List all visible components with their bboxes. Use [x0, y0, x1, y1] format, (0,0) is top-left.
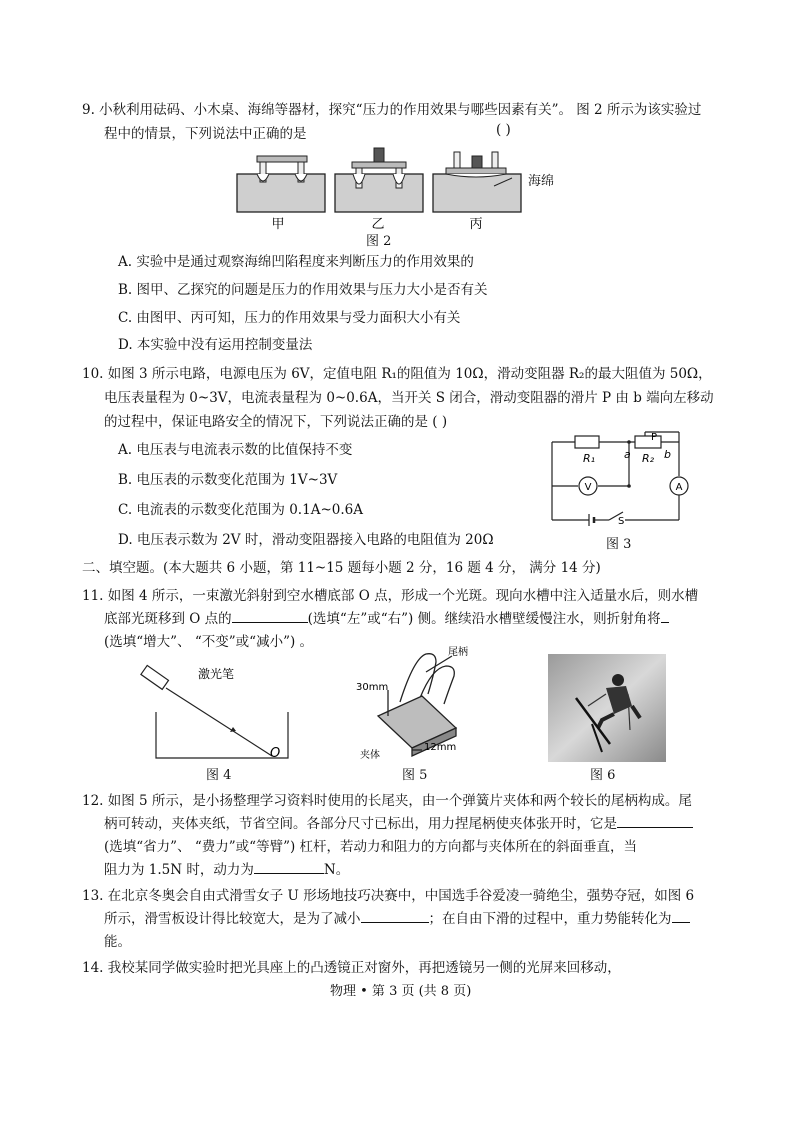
q14-stem-line1: 14. 我校某同学做实验时把光具座上的凸透镜正对窗外，再把透镜另一侧的光屏来回移动， — [82, 960, 621, 976]
q10-option-b: B. 电压表的示数变化范围为 1V~3V — [118, 472, 338, 488]
fig4-point-o: O — [270, 746, 281, 761]
figure-3-circuit — [545, 428, 695, 532]
q12-line2-text: 柄可转动，夹体夹纸，节省空间。各部分尺寸已标出，用力捏尾柄使夹体张开时，它是 — [104, 816, 617, 832]
q9-option-c: C. 由图甲、丙可知，压力的作用效果与受力面积大小有关 — [118, 310, 461, 326]
q12-line4-part2: N。 — [323, 862, 350, 878]
fig5-12mm-label: 12mm — [424, 742, 457, 753]
circuit-p-label: P — [651, 432, 658, 443]
q10-stem-line1: 10. 如图 3 所示电路，电源电压为 6V，定值电阻 R₁的阻值为 10Ω，滑动变阻器 R₂的最大阻值为 50Ω， — [82, 366, 712, 382]
figure-6-skier-photo — [548, 654, 666, 762]
fig5-caption: 图 5 — [402, 768, 428, 783]
q12-stem-line4 — [104, 858, 349, 878]
fig2-label-jia: 甲 — [271, 217, 285, 232]
fig6-caption: 图 6 — [590, 768, 616, 783]
q11-answer-blank-2[interactable] — [661, 609, 669, 623]
fig2-caption: 图 2 — [366, 234, 392, 249]
q10-option-c: C. 电流表的示数变化范围为 0.1A~0.6A — [118, 502, 363, 518]
q10-option-a: A. 电压表与电流表示数的比值保持不变 — [118, 442, 353, 458]
fig5-30mm-label: 30mm — [356, 682, 389, 693]
q10-stem-line3: 的过程中，保证电路安全的情况下，下列说法正确的是 ( ) — [104, 414, 448, 430]
q12-stem-line3: (选填“省力”、 “费力”或“等臂”) 杠杆，若动力和阻力的方向都与夹体所在的斜面垂直，当 — [104, 839, 638, 855]
q12-answer-blank-2[interactable] — [254, 860, 324, 874]
fig4-laser-label: 激光笔 — [198, 667, 235, 681]
ammeter-symbol: A — [675, 482, 683, 493]
q11-stem-line3: (选填“增大”、 “不变”或“减小”) 。 — [104, 634, 314, 650]
fig2-label-bing: 丙 — [469, 217, 483, 232]
circuit-r2-label: R₂ — [642, 452, 655, 465]
figure-5-binder-clip — [356, 646, 486, 762]
q9-stem-line1: 9. 小秋利用砝码、小木桌、海绵等器材，探究“压力的作用效果与哪些因素有关”。 图 2 所示为该实验过 — [82, 102, 702, 118]
fig3-caption: 图 3 — [606, 537, 632, 552]
q11-answer-blank-1[interactable] — [232, 609, 308, 623]
q12-stem-line2 — [104, 812, 693, 832]
fig2-sponge-label: 海绵 — [528, 174, 555, 189]
q12-line4-part1: 阻力为 1.5N 时，动力为 — [104, 862, 254, 878]
q9-option-d: D. 本实验中没有运用控制变量法 — [118, 337, 313, 353]
q11-line2-part2: (选填“左”或“右”) 侧。继续沿水槽壁缓慢注水，则折射角将 — [307, 611, 661, 627]
q11-line2-part1: 底部光斑移到 O 点的 — [104, 611, 232, 627]
q13-line2-part2: ；在自由下滑的过程中，重力势能转化为 — [428, 911, 672, 927]
q13-stem-line2 — [104, 907, 690, 927]
circuit-b-label: b — [664, 448, 671, 461]
section-2-heading: 二、填空题。(本大题共 6 小题，第 11~15 题每小题 2 分，16 题 4 分， 满分 14 分) — [82, 560, 601, 576]
fig2-label-yi: 乙 — [371, 217, 385, 232]
q12-answer-blank-1[interactable] — [617, 814, 693, 828]
fig4-caption: 图 4 — [206, 768, 232, 783]
fig2-yi — [335, 148, 423, 212]
fig2-bing — [433, 152, 521, 212]
q11-stem-line1: 11. 如图 4 所示，一束激光斜射到空水槽底部 O 点，形成一个光斑。现向水槽中注入适量水后，则水槽 — [82, 588, 699, 604]
voltmeter-symbol: V — [584, 482, 592, 493]
q11-stem-line2 — [104, 607, 669, 627]
q13-answer-blank-1[interactable] — [361, 909, 429, 923]
circuit-a-label: a — [624, 448, 631, 461]
circuit-switch-label: S — [618, 516, 625, 527]
q13-line2-part1: 所示，滑雪板设计得比较宽大，是为了减小 — [104, 911, 361, 927]
q12-stem-line1: 12. 如图 5 所示，是小扬整理学习资料时使用的长尾夹，由一个弹簧片夹体和两个较长的尾柄构成。尾 — [82, 793, 692, 809]
q13-stem-line3: 能。 — [104, 934, 131, 950]
q9-option-b: B. 图甲、乙探究的问题是压力的作用效果与压力大小是否有关 — [118, 282, 488, 298]
fig2-jia — [237, 156, 325, 212]
fig5-body-label: 夹体 — [360, 750, 380, 761]
q10-stem-line2: 电压表量程为 0~3V，电流表量程为 0~0.6A，当开关 S 闭合，滑动变阻器的滑片 P 由 b 端向左移动 — [104, 390, 714, 406]
q13-stem-line1: 13. 在北京冬奥会自由式滑雪女子 U 形场地技巧决赛中，中国选手谷爱凌一骑绝尘，强势夺冠，如图 6 — [82, 888, 695, 904]
figure-4-laser-tank — [138, 660, 298, 766]
fig5-tail-label: 尾柄 — [448, 647, 468, 658]
circuit-r1-label: R₁ — [583, 452, 596, 465]
q10-option-d: D. 电压表示数为 2V 时，滑动变阻器接入电路的电阻值为 20Ω — [118, 532, 494, 548]
q9-option-a: A. 实验中是通过观察海绵凹陷程度来判断压力的作用效果的 — [118, 254, 474, 270]
page-footer: 物理 • 第 3 页 (共 8 页) — [330, 984, 472, 999]
q9-answer-paren: ( ) — [496, 122, 511, 138]
q9-stem-line2: 程中的情景，下列说法中正确的是 — [104, 126, 307, 142]
q13-answer-blank-2[interactable] — [672, 909, 690, 923]
